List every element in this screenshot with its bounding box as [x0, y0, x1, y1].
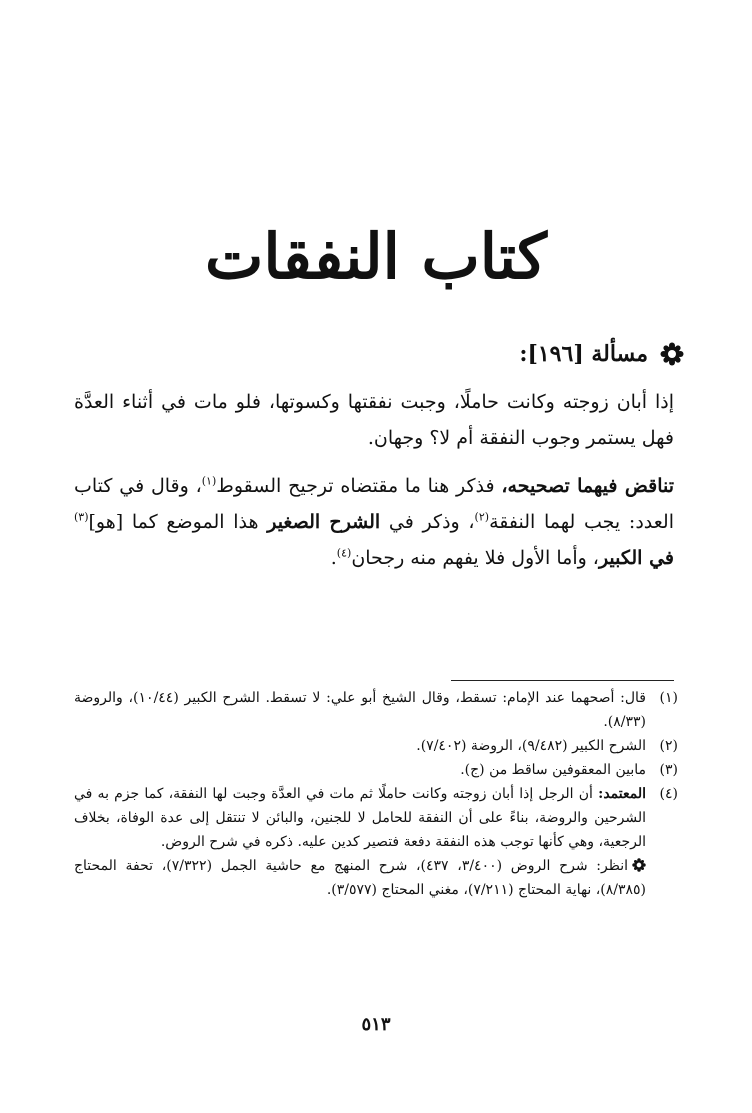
- footnote-1: [74, 686, 678, 734]
- see-also-text: انظر: شرح الروض (٣/٤٠٠، ٤٣٧)، شرح المنهج مع حاشية الجمل (٧/٣٢٢)، تحفة المحتاج (٨/٣٨٥)، نهاية المحتاج (٧/٢١١)، مغني المحتاج (٣/٥٧٧).: [74, 858, 646, 898]
- paragraph-discussion: [74, 468, 674, 576]
- paragraph-question-text: إذا أبان زوجته وكانت حاملًا، وجبت نفقتها وكسوتها، فلو مات في أثناء العدَّة فهل يستمر وجوب النفقة أم لا؟ وجهان.: [74, 391, 674, 449]
- flower-ornament-icon: [632, 858, 646, 872]
- text-segment: هذا الموضع كما [هو]: [88, 511, 268, 533]
- chapter-title: كتاب النفقات: [205, 220, 547, 293]
- footnote-text: مابين المعقوفين ساقط من (ج).: [460, 762, 646, 778]
- see-also-note: [74, 854, 678, 902]
- footnote-3: [74, 758, 678, 782]
- footnotes: [74, 686, 678, 902]
- text-segment: فذكر هنا ما مقتضاه ترجيح السقوط: [216, 475, 502, 497]
- footnote-number: (٤): [659, 786, 678, 802]
- text-segment: ، وأما الأول فلا يفهم منه رجحان: [351, 547, 599, 569]
- question-label: مسألة [١٩٦]:: [519, 341, 648, 367]
- footnote-text: قال: أصحهما عند الإمام: تسقط، وقال الشيخ أبو علي: لا تسقط. الشرح الكبير (١٠/٤٤)، والروضة (٨/٣٣).: [74, 690, 646, 730]
- flower-ornament-icon: [660, 342, 684, 366]
- bold-intro: تناقض فيهما تصحيحه،: [501, 475, 675, 497]
- footnote-separator: [451, 680, 674, 681]
- text-segment: .: [330, 547, 337, 569]
- text-segment: ، وقال في كتاب العدد: يجب لهما النفقة: [74, 475, 674, 533]
- footnote-text: [74, 782, 646, 854]
- footnote-2: [74, 734, 678, 758]
- footnote-ref-3: (٣): [74, 510, 89, 524]
- bold-phrase: في الكبير: [598, 547, 674, 569]
- page-number: ٥١٣: [361, 1014, 391, 1035]
- footnote-text: الشرح الكبير (٩/٤٨٢)، الروضة (٧/٤٠٢).: [416, 738, 646, 754]
- footnote-ref-1: (١): [201, 474, 217, 488]
- footnote-bold-label: المعتمد:: [598, 786, 646, 802]
- footnote-number: (٣): [659, 762, 678, 778]
- question-heading: [519, 336, 684, 372]
- footnote-ref-4: (٤): [336, 546, 352, 560]
- footnote-number: (٢): [659, 738, 678, 754]
- footnote-4: [74, 782, 678, 854]
- text-segment: ، وذكر في: [380, 511, 475, 533]
- footnote-body: أن الرجل إذا أبان زوجته وكانت حاملًا ثم مات في العدَّة وجبت لها النفقة، كما جزم به في الشرحين والروضة، بناءً على أن النفقة للحامل لا للجنين، والبائن لا تنتقل إلى عدة الوفاة، بخلاف الرجعية، وهي كأنها توجب هذه النفقة دفعة فتصير كدين عليه. ذكره في شرح الروض.: [74, 786, 646, 850]
- bold-book-name: الشرح الصغير: [267, 511, 381, 533]
- footnote-number: (١): [659, 690, 678, 706]
- footnote-ref-2: (٢): [474, 510, 490, 524]
